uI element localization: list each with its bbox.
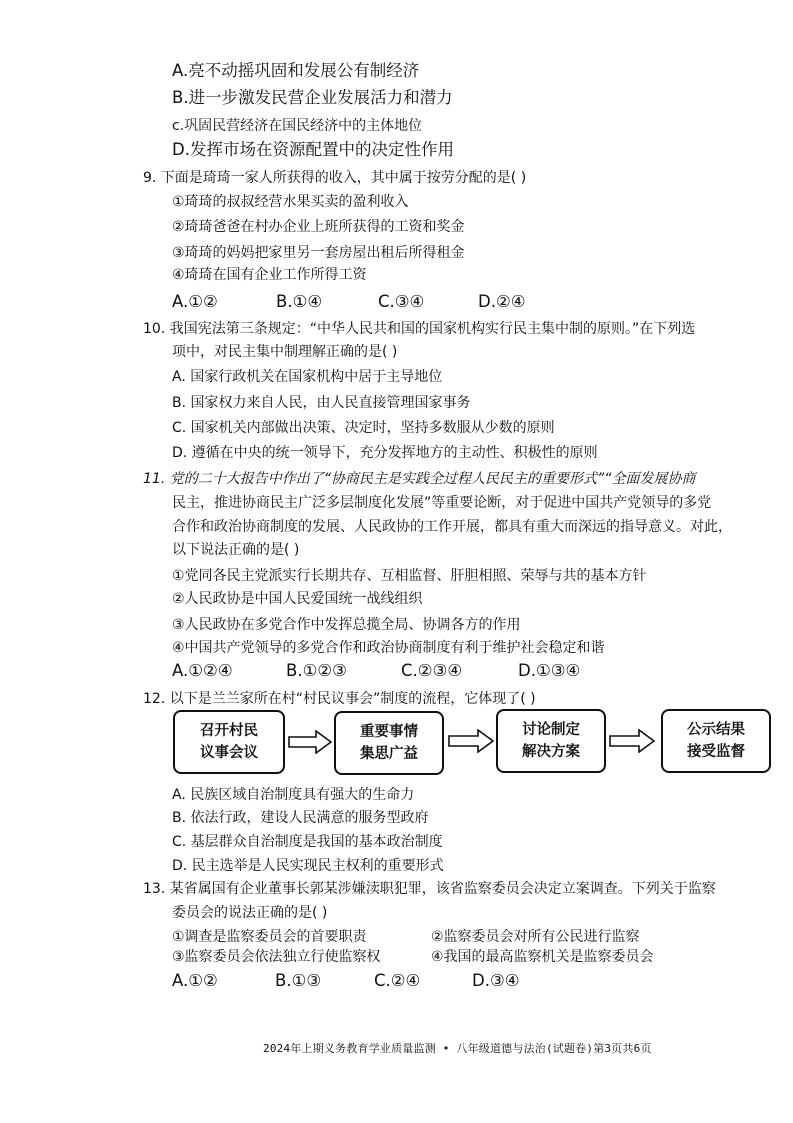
q13-choice-c: C.②④ (374, 971, 421, 990)
q11-item-4: ④中国共产党领导的多党合作和政治协商制度有利于维护社会稳定和谐 (172, 640, 605, 656)
flow-step-4-line1: 公示结果 (687, 722, 745, 738)
q9-item-1: ①琦琦的叔叔经营水果买卖的盈利收入 (172, 194, 409, 210)
q11-choice-b: B.①②③ (286, 661, 347, 680)
q13-stem-line2: 委员会的说法正确的是( ) (172, 905, 328, 921)
q10-option-b: B. 国家权力来自人民，由人民直接管理国家事务 (172, 395, 471, 411)
q9-choice-d: D.②④ (478, 292, 526, 311)
flow-step-1-line2: 议事会议 (200, 745, 258, 761)
q11-choice-c: C.②③④ (401, 661, 463, 680)
q9-choice-c: C.③④ (378, 292, 425, 311)
flow-arrow-2-icon (448, 729, 494, 753)
q8-option-a: A.亮不动摇巩固和发展公有制经济 (172, 61, 420, 80)
q9-choice-b: B.①④ (276, 292, 323, 311)
q11-choice-d: D.①③④ (518, 661, 581, 680)
q8-option-c: c.巩固民营经济在国民经济中的主体地位 (172, 118, 423, 134)
q10-option-c: C. 国家机关内部做出决策、决定时，坚持多数服从少数的原则 (172, 420, 555, 436)
flow-arrow-1-icon (288, 730, 332, 754)
q11-choice-a: A.①②④ (172, 661, 233, 680)
q10-stem-line2: 项中，对民主集中制理解正确的是( ) (172, 344, 398, 360)
q11-stem-line3: 合作和政治协商制度的发展、人民政协的工作开展，都具有重大而深远的指导意义。对此， (172, 519, 732, 535)
flow-step-3 (496, 709, 606, 773)
q9-item-3: ③琦琦的妈妈把家里另一套房屋出租后所得租金 (172, 245, 465, 261)
flow-step-2-line2: 集思广益 (360, 746, 418, 762)
flow-arrow-3-icon (609, 729, 655, 753)
q13-item-4: ④我国的最高监察机关是监察委员会 (431, 949, 654, 965)
q11-stem-line1: 11. 党的二十大报告中作出了“协商民主是实践全过程人民民主的重要形式”“全面发展协商 (143, 471, 696, 487)
q11-item-3: ③人民政协在多党合作中发挥总揽全局、协调各方的作用 (172, 617, 521, 633)
q11-stem-line2: 民主，推进协商民主广泛多层制度化发展”等重要论断，对于促进中国共产党领导的多党 (172, 495, 712, 511)
q9-stem: 9. 下面是琦琦一家人所获得的收入，其中属于按劳分配的是( ) (143, 170, 527, 186)
q11-stem-line4: 以下说法正确的是( ) (172, 542, 300, 558)
flow-step-1 (173, 710, 285, 774)
q12-option-a: A. 民族区域自治制度具有强大的生命力 (172, 787, 415, 803)
flow-step-1-line1: 召开村民 (200, 723, 258, 739)
q13-choice-b: B.①③ (275, 971, 322, 990)
q8-option-b: B.进一步激发民营企业发展活力和潜力 (172, 88, 453, 107)
q9-choice-a: A.①② (172, 292, 218, 311)
q13-item-3: ③监察委员会依法独立行使监察权 (172, 949, 381, 965)
q13-item-2: ②监察委员会对所有公民进行监察 (431, 929, 640, 945)
q13-choice-d: D.③④ (472, 971, 520, 990)
q10-option-d: D. 遵循在中央的统一领导下，充分发挥地方的主动性、积极性的原则 (172, 445, 598, 461)
q10-stem-line1: 10. 我国宪法第三条规定：“中华人民共和国的国家机构实行民主集中制的原则。”在下列选 (143, 321, 696, 337)
flow-step-2 (334, 711, 444, 775)
q12-stem: 12. 以下是兰兰家所在村“村民议事会”制度的流程，它体现了( ) (143, 691, 536, 707)
flow-step-3-line1: 讨论制定 (522, 722, 580, 738)
flow-step-2-line1: 重要事情 (360, 724, 418, 740)
q9-item-2: ②琦琦爸爸在村办企业上班所获得的工资和奖金 (172, 219, 465, 235)
q10-option-a: A. 国家行政机关在国家机构中居于主导地位 (172, 369, 443, 385)
q11-item-2: ②人民政协是中国人民爱国统一战线组织 (172, 591, 423, 607)
flow-step-4-line2: 接受监督 (687, 744, 745, 760)
q13-choice-a: A.①② (172, 971, 218, 990)
q9-item-4: ④琦琦在国有企业工作所得工资 (172, 267, 367, 283)
page-footer: 2024年上期义务教育学业质量监测 • 八年级道德与法治(试题卷)第3页共6页 (263, 1042, 652, 1055)
q11-item-1: ①党同各民主党派实行长期共存、互相监督、肝胆相照、荣辱与共的基本方针 (172, 568, 647, 584)
q12-option-d: D. 民主选举是人民实现民主权利的重要形式 (172, 858, 444, 874)
q12-option-c: C. 基层群众自治制度是我国的基本政治制度 (172, 834, 443, 850)
q13-stem-line1: 13. 某省属国有企业董事长郭某涉嫌渎职犯罪，该省监察委员会决定立案调查。下列关于监察 (143, 881, 716, 897)
q8-option-d: D.发挥市场在资源配置中的决定性作用 (172, 140, 454, 159)
q12-option-b: B. 依法行政，建设人民满意的服务型政府 (172, 810, 429, 826)
flow-step-3-line2: 解决方案 (522, 744, 580, 760)
q13-item-1: ①调查是监察委员会的首要职责 (172, 929, 367, 945)
flow-step-4 (661, 709, 771, 773)
